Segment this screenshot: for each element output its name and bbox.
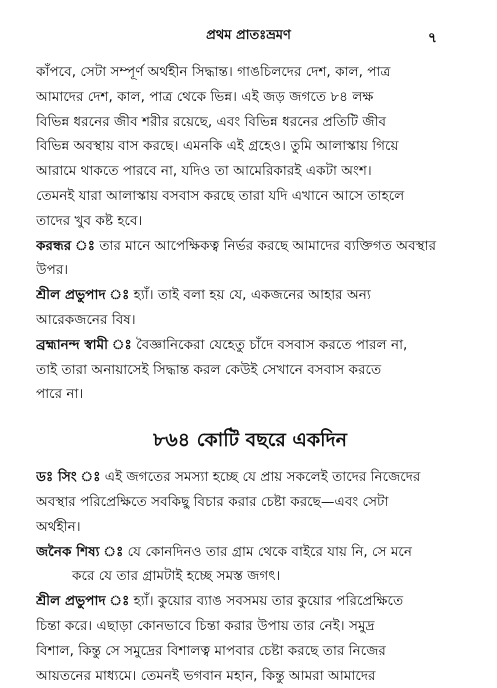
dialogue-text: তার মানে আপেক্ষিকত্ব নির্ভর করছে আমাদের ব্যক্তিগত অবস্থার [99, 237, 437, 254]
speaker-name: জনৈক শিষ্য ঃ [36, 543, 124, 560]
text-line: উপর। [36, 262, 69, 279]
text-line: তেমনই যারা আলাস্কায় বসবাস করছে তারা যদি এখানে আসে তাহলে [36, 187, 405, 204]
text-line: কাঁপবে, সেটা সম্পূর্ণ অর্থহীন সিদ্ধান্ত। গাঙচিলদের দেশ, কাল, পাত্র [36, 64, 391, 80]
speaker-name: শ্রীল প্রভুপাদ ঃ [36, 287, 130, 304]
dialogue-paragraph [36, 283, 464, 333]
text-line: করে যে তার গ্রামটাই হচ্ছে সমস্ত জগৎ। [72, 568, 281, 585]
text-line [36, 234, 464, 259]
page-header [0, 26, 497, 46]
text-line: আয়তনের মাধ্যমে। তেমনই ভগবান মহান, কিন্তু আমরা আমাদের [36, 667, 376, 684]
text-line: অর্থহীন। [36, 518, 81, 535]
dialogue-text: যে কোনদিনও তার গ্রাম থেকে বাইরে যায় নি, সে মনে [127, 543, 412, 560]
text-line: তাই তারা অনায়াসেই সিদ্ধান্ত করল কেউই সেখানে বসবাস করতে [36, 361, 382, 378]
dialogue-paragraph [36, 234, 464, 284]
text-line: আরামে থাকতে পারবে না, যদিও তা আমেরিকারই একটা অংশ। [36, 163, 372, 180]
text-line: বিভিন্ন ধরনের জীব শরীর রয়েছে, এবং বিভিন্ন ধরনের প্রতিটি জীব [36, 113, 387, 130]
section-heading: ৮৬৪ কোটি বছরে একদিন [153, 429, 347, 452]
running-head: প্রথম প্রাতঃভ্রমণ [206, 28, 291, 43]
page-number: ৭ [427, 30, 437, 46]
text-line: বিশাল, কিন্তু সে সমুদ্রের বিশালত্ব মাপবার চেষ্টা করছে তার নিজের [36, 642, 386, 659]
text-line: আরেকজনের বিষ। [36, 311, 136, 328]
text-line: পারে না। [36, 386, 84, 403]
dialogue-paragraph [36, 540, 464, 590]
text-line: বিভিন্ন অবস্থায় বাস করছে। এমনকি এই গ্রহেও। তুমি আলাস্কায় গিয়ে [36, 138, 399, 155]
text-line: তাদের খুব কষ্ট হবে। [36, 212, 143, 229]
text-line [36, 589, 464, 614]
dialogue-paragraph [36, 333, 464, 407]
text-line: আমাদের দেশ, কাল, পাত্র থেকে ভিন্ন। এই জড় জগতে ৮৪ লক্ষ [36, 88, 374, 105]
dialogue-text: বৈজ্ঞানিকেরা যেহেতু চাঁদে বসবাস করতে পারল না, [136, 336, 408, 353]
text-line [36, 465, 464, 490]
speaker-name: ব্রহ্মানন্দ স্বামী ঃ [36, 336, 132, 353]
speaker-name: ডঃ সিং ঃ [36, 469, 101, 486]
dialogue-text: হ্যাঁ। তাই বলা হয় যে, একজনের আহার অন্য [133, 287, 371, 304]
text-line [36, 333, 464, 358]
text-line: চিন্তা করে। এছাড়া কোনভাবে চিন্তা করার উপায় তার নেই। সমুদ্র [36, 617, 375, 634]
dialogue-text: হ্যাঁ। কুয়োর ব্যাঙ সবসময় তার কুয়োর পরিপ্রেক্ষিতে [133, 593, 404, 610]
paragraph [36, 60, 464, 234]
body-text [36, 60, 464, 688]
dialogue-text: এই জগতের সমস্যা হচ্ছে যে প্রায় সকলেই তাদের নিজেদের [104, 469, 421, 486]
text-line: অবস্থার পরিপ্রেক্ষিতে সবকিছু বিচার করার চেষ্টা করছে—এবং সেটা [36, 493, 389, 510]
text-line [36, 283, 464, 308]
dialogue-paragraph [36, 589, 464, 688]
speaker-name: করন্ধর ঃ [36, 237, 95, 254]
speaker-name: শ্রীল প্রভুপাদ ঃ [36, 593, 130, 610]
text-line [36, 540, 464, 565]
dialogue-paragraph [36, 465, 464, 539]
